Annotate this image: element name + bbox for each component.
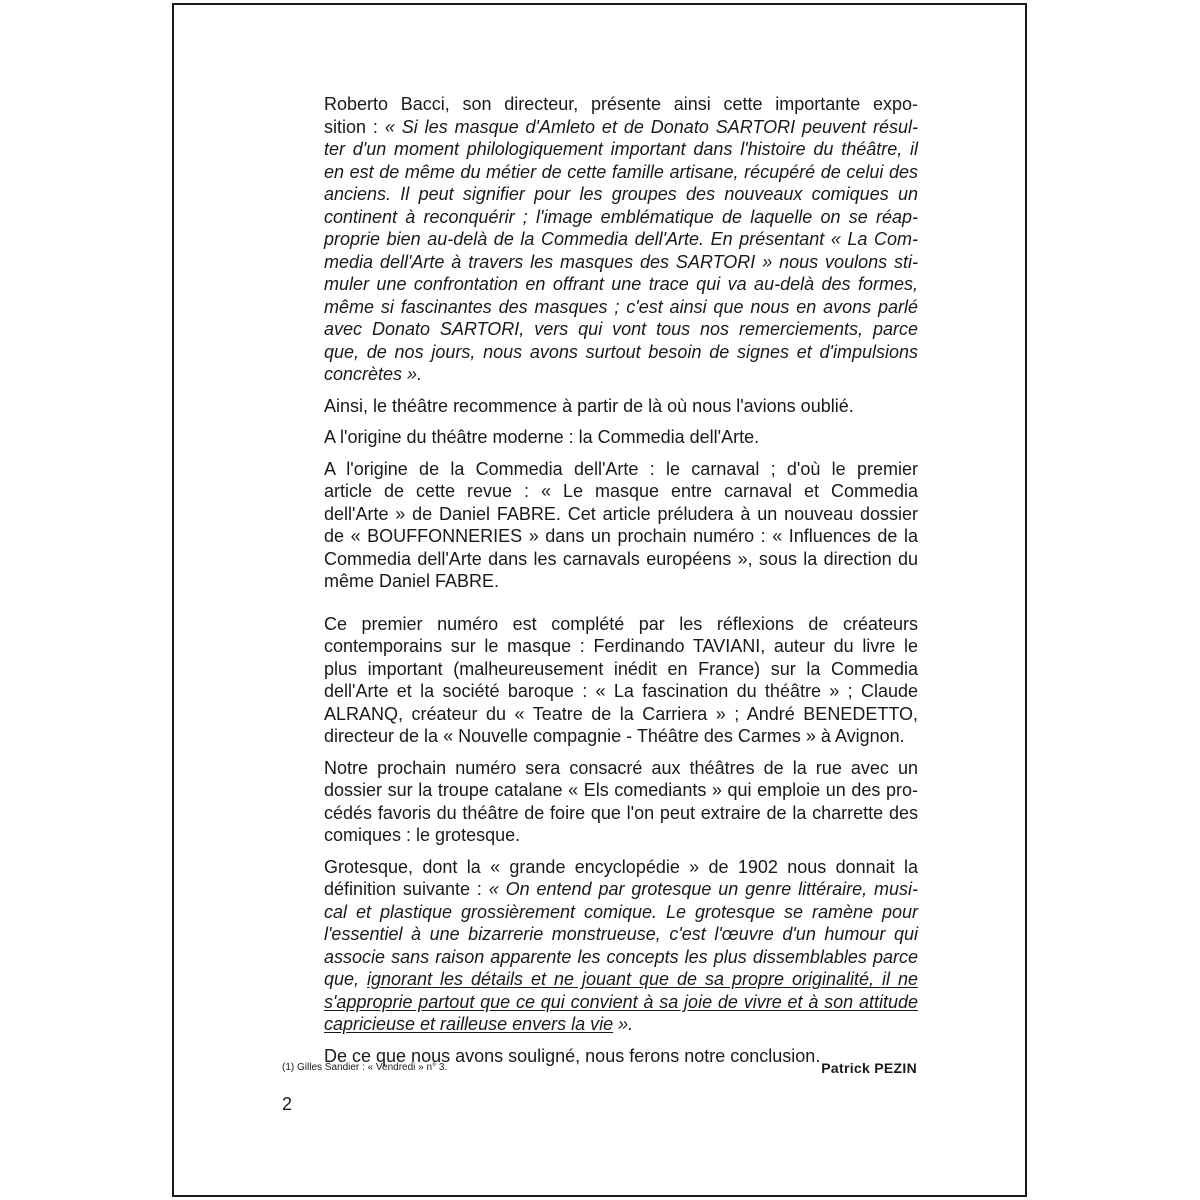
paragraph-ainsi (282, 395, 918, 418)
text-line (282, 363, 918, 386)
text-segment: article de cette revue : « Le masque entre carnaval et Commedia (324, 481, 918, 501)
text-line (282, 228, 918, 251)
text-segment: media dell'Arte à travers les masques des SARTORI » nous voulons sti- (324, 251, 918, 272)
text-segment: capricieuse et railleuse envers la vie (324, 1014, 614, 1034)
text-segment: l'essentiel à une bizarrerie monstrueuse, c'est l'œuvre d'un humour qui (324, 924, 918, 944)
text-line (282, 548, 918, 571)
text-line (282, 273, 918, 296)
text-line (282, 680, 918, 703)
text-line (282, 251, 918, 274)
text-segment: Roberto Bacci, son directeur, présente ainsi cette importante expo- (324, 94, 918, 114)
text-segment: contemporains sur le masque : Ferdinando TAVIANI, auteur du livre le (324, 636, 918, 656)
text-line (282, 1013, 918, 1036)
text-segment: s'approprie partout que ce qui convient à sa joie de vivre et à son attitude (324, 991, 918, 1012)
page-number: 2 (282, 1094, 293, 1114)
text-segment: continent à reconquérir ; l'image emblématique de laquelle on se réap- (324, 206, 918, 227)
text-segment: dossier sur la troupe catalane « Els comediants » qui emploie un des pro- (324, 780, 918, 800)
text-segment: que, de nos jours, nous avons surtout besoin de signes et d'impulsions (324, 341, 918, 362)
text-segment: ». (613, 1014, 634, 1034)
text-line (282, 341, 918, 364)
text-line (282, 525, 918, 548)
text-segment: dell'Arte » de Daniel FABRE. Cet article préludera à un nouveau dossier (324, 503, 918, 524)
text-line (282, 703, 918, 726)
paragraph-prochain-numero (282, 757, 918, 847)
text-segment: A l'origine de la Commedia dell'Arte : le carnaval ; d'où le premier (324, 458, 918, 479)
text-segment: ter d'un moment philologiquement important dans l'histoire du théâtre, il (324, 139, 918, 159)
text-line (282, 923, 918, 946)
text-line (282, 183, 918, 206)
text-segment: cédés favoris du théâtre de foire que l'on peut extraire de la charrette des (324, 802, 918, 823)
text-line (282, 901, 918, 924)
text-segment: Notre prochain numéro sera consacré aux théâtres de la rue avec un (324, 757, 918, 778)
text-line (282, 824, 918, 847)
paragraph-intro (282, 93, 918, 386)
text-segment: sition : (324, 116, 385, 137)
text-segment: en est de même du métier de cette famille artisane, récupéré de celui des (324, 161, 918, 182)
text-segment: anciens. Il peut signifier pour les groupes des nouveaux comiques un (324, 184, 918, 204)
text-line (282, 161, 918, 184)
text-segment: « Si les masque d'Amleto et de Donato SARTORI peuvent résul- (384, 116, 918, 137)
text-line (282, 802, 918, 825)
text-segment: concrètes ». (324, 364, 423, 384)
paragraph-grotesque (282, 856, 918, 1036)
text-segment: Grotesque, dont la « grande encyclopédie » de 1902 nous donnait la (324, 856, 918, 877)
text-segment: définition suivante : (324, 879, 489, 899)
text-line (282, 635, 918, 658)
text-segment: Commedia dell'Arte dans les carnavals européens », sous la direction du (324, 548, 918, 569)
text-line (282, 318, 918, 341)
text-segment: comiques : le grotesque. (324, 825, 521, 845)
text-segment: « On entend par grotesque un genre littéraire, musi- (488, 879, 918, 899)
text-segment: de « BOUFFONNERIES » dans un prochain numéro : « Influences de la (324, 526, 918, 546)
text-line (282, 206, 918, 229)
text-segment: que, (324, 969, 368, 989)
text-line (282, 458, 918, 481)
text-segment: proprie bien au-delà de la Commedia dell'Arte. En présentant « La Com- (324, 229, 918, 249)
text-line (282, 779, 918, 802)
text-line (282, 658, 918, 681)
text-line (282, 426, 918, 449)
author-signature: Patrick PEZIN (821, 1060, 917, 1076)
text-segment: dell'Arte et la société baroque : « La fascination du théâtre » ; Claude (324, 681, 918, 701)
text-line (282, 296, 918, 319)
article-body (282, 93, 918, 1067)
text-line (282, 480, 918, 503)
footnote: (1) Gilles Sandier : « Vendredi » n° 3. (282, 1062, 448, 1073)
text-line (282, 757, 918, 780)
text-segment: même si fascinantes des masques ; c'est ainsi que nous en avons parlé (324, 296, 918, 317)
text-segment: ALRANQ, créateur du « Teatre de la Carriera » ; André BENEDETTO, (324, 703, 918, 724)
text-line (282, 116, 918, 139)
text-line (282, 856, 918, 879)
paragraph-origine-theatre (282, 426, 918, 449)
text-segment: Ce premier numéro est complété par les réflexions de créateurs (324, 613, 918, 634)
text-segment: directeur de la « Nouvelle compagnie - Théâtre des Carmes » à Avignon. (324, 726, 905, 746)
text-segment: associe sans raison apparente les concepts les plus dissemblables parce (324, 946, 918, 967)
text-segment: muler une confrontation en offrant une trace qui va au-delà des formes, (324, 274, 918, 294)
text-segment: De ce que nous avons souligné, nous ferons notre conclusion. (324, 1045, 821, 1066)
text-line (282, 878, 918, 901)
text-segment: ignorant les détails et ne jouant que de sa propre originalité, il ne (367, 969, 918, 989)
text-line (282, 395, 918, 418)
text-segment: même Daniel FABRE. (324, 571, 500, 591)
text-line (282, 968, 918, 991)
text-segment: A l'origine du théâtre moderne : la Commedia dell'Arte. (324, 427, 760, 447)
text-line (282, 946, 918, 969)
text-line (282, 93, 918, 116)
text-line (282, 725, 918, 748)
text-line (282, 503, 918, 526)
text-line (282, 991, 918, 1014)
paragraph-premier-numero (282, 613, 918, 748)
text-line (282, 138, 918, 161)
text-segment: cal et plastique grossièrement comique. Le grotesque se ramène pour (324, 901, 918, 922)
text-segment: avec Donato SARTORI, vers qui vont tous nos remerciements, parce (324, 319, 918, 339)
paragraph-origine-commedia (282, 458, 918, 593)
text-line (282, 613, 918, 636)
text-line (282, 570, 918, 593)
text-segment: Ainsi, le théâtre recommence à partir de là où nous l'avions oublié. (324, 395, 854, 416)
text-segment: plus important (malheureusement inédit en France) sur la Commedia (324, 658, 918, 679)
